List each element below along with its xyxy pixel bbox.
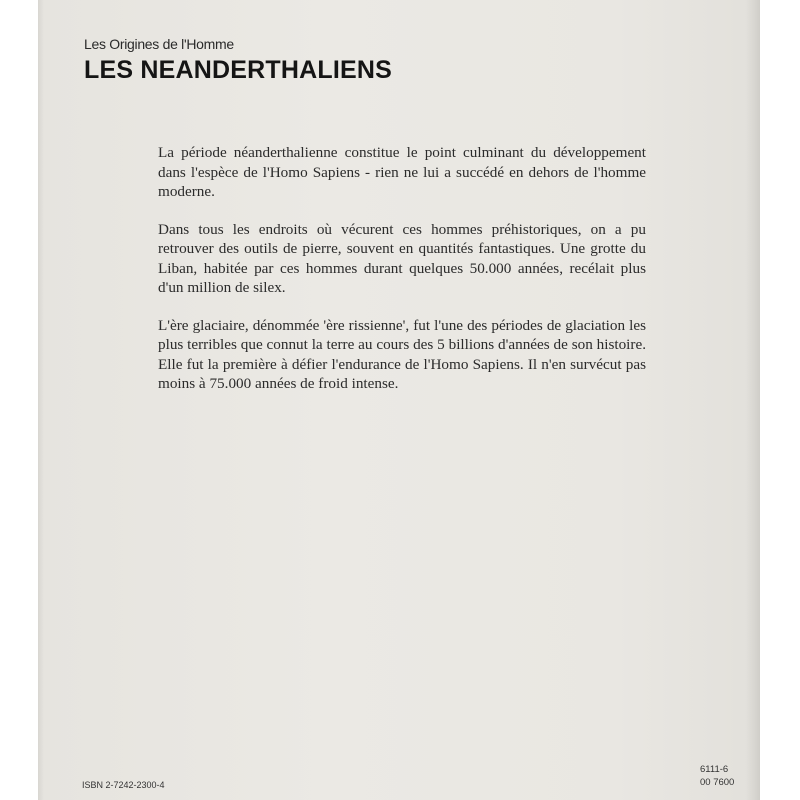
book-title: LES NEANDERTHALIENS [84,56,392,84]
blurb-text [158,143,646,412]
catalog-code-line-1: 6111-6 [700,764,729,775]
catalog-code [700,763,734,789]
blurb-paragraph-2: Dans tous les endroits où vécurent ces hommes préhistoriques, on a pu retrouver des outils de pierre, souvent en quantités fantastiques. Une grotte du Liban, habitée par ces hommes durant quelques 50.000 années, recélait plus d'un million de silex. [158,220,646,296]
blurb-paragraph-3: L'ère glaciaire, dénommée 'ère rissienne', fut l'une des périodes de glaciation les plus terribles que connut la terre au cours des 5 billions d'années de son histoire. Elle fut la première à défier l'endurance de l'Homo Sapiens. Il n'en survécut pas moins à 75.000 années de froid intense. [158,316,646,392]
spine-shadow [38,0,44,800]
page-edge [746,0,760,800]
catalog-code-line-2: 00 7600 [700,777,735,788]
book-back-cover [38,0,760,800]
blurb-paragraph-1: La période néanderthalienne constitue le point culminant du développement dans l'espèce de l'Homo Sapiens - rien ne lui a succédé en dehors de l'homme moderne. [158,144,646,200]
series-name: Les Origines de l'Homme [84,36,234,52]
isbn-number: ISBN 2-7242-2300-4 [82,780,165,790]
